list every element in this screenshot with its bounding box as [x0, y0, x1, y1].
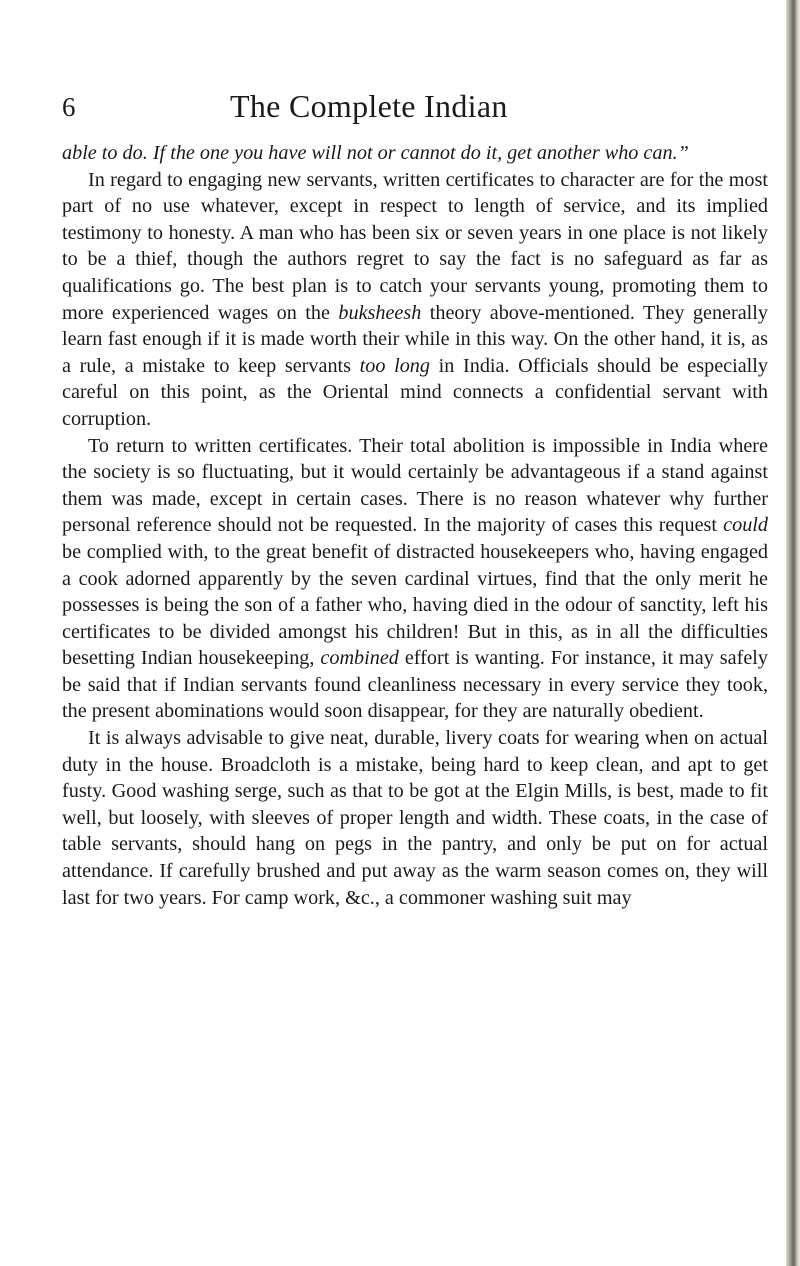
- paragraph: [62, 140, 768, 167]
- text-run: in India. Officials should be especially careful on this point, as the Oriental mind connects a confidential servant with corruption.: [62, 354, 768, 430]
- paragraph: [62, 167, 768, 433]
- italic-text: able to do. If the one you have will not or cannot do it, get another who can.”: [62, 142, 689, 164]
- page-edge-shadow: [786, 0, 800, 1266]
- text-run: It is always advisable to give neat, durable, livery coats for wearing when on actual duty in the house. Broadcloth is a mistake, being hard to keep clean, and apt to get fusty. Good washing serge, such as that to be got at the Elgin Mills, is best, made to fit well, but loosely, with sleeves of proper length and width. These coats, in the case of table servants, should hang on pegs in the pantry, and only be put on for actual attendance. If carefully brushed and put away as the warm season comes on, they will last for two years. For camp work, &c., a commoner washing suit may: [62, 727, 768, 909]
- paragraph: [62, 433, 768, 726]
- text-run: theory above-mentioned. They generally learn fast enough if it is made worth their while in this way. On the other hand, it is, as a rule, a mistake to keep servants: [62, 301, 768, 377]
- italic-text: too long: [359, 354, 430, 377]
- text-run: In regard to engaging new servants, written certificates to character are for the most part of no use whatever, except in respect to length of service, and its implied testimony to honesty. A man who has been six or seven years in one place is not likely to be a thief, though the authors regret to say the fact is no safeguard as far as qualifications go. The best plan is to catch your servants young, promoting them to more experienced wages on the: [62, 168, 768, 324]
- running-title: The Complete Indian: [230, 88, 508, 124]
- body-text: [62, 140, 768, 911]
- italic-text: could: [723, 514, 768, 537]
- page-header: [62, 88, 762, 128]
- italic-text: buksheesh: [338, 301, 422, 324]
- text-run: effort is wanting. For instance, it may safely be said that if Indian servants found cleanliness necessary in every service they took, the present abominations would soon disappear, for they are naturally obedient.: [62, 647, 768, 723]
- italic-text: combined: [320, 647, 399, 670]
- text-run: To return to written certificates. Their total abolition is impossible in India where the society is so fluctuating, but it would certainly be advantageous if a stand against them was made, except in certain cases. There is no reason whatever why further personal reference should not be requested. In the majority of cases this request: [62, 434, 768, 537]
- paragraph: [62, 725, 768, 911]
- text-run: be complied with, to the great benefit of distracted housekeepers who, having engaged a cook adorned apparently by the seven cardinal virtues, find that the only merit he possesses is being the son of a father who, having died in the odour of sanctity, left his certificates to be divided amongst his children! But in this, as in all the difficulties besetting Indian housekeeping,: [62, 540, 768, 670]
- page-number: 6: [62, 92, 76, 122]
